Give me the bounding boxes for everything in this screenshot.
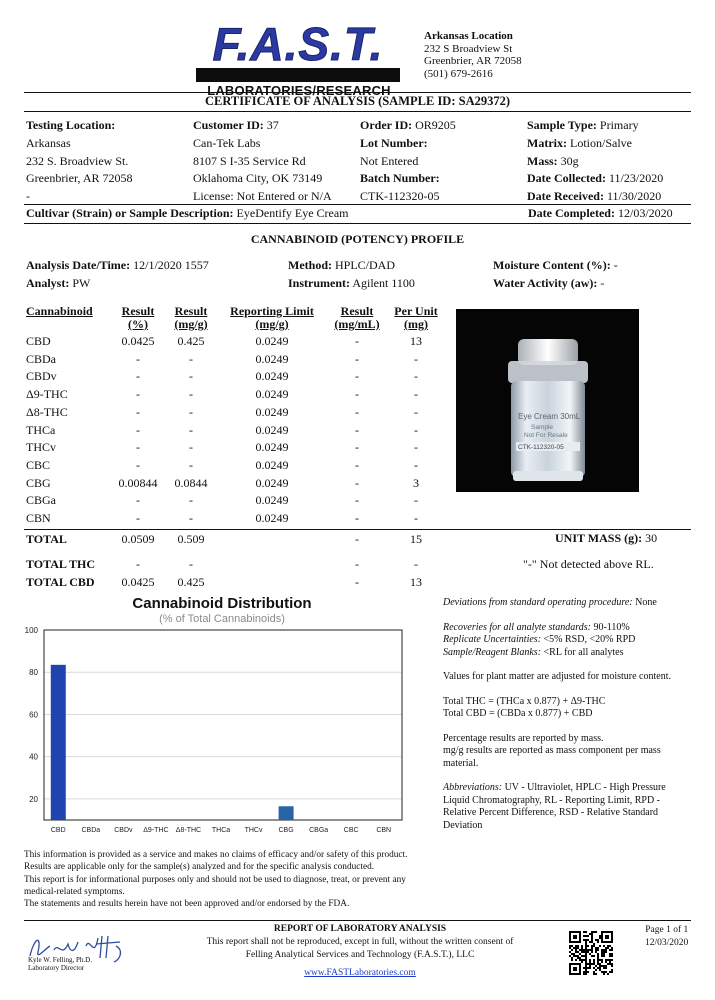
table-cell: Δ9-THC	[26, 387, 68, 402]
unit-mass-line	[555, 531, 657, 546]
chart-subtitle: (% of Total Cannabinoids)	[159, 613, 285, 625]
table-cell: -	[136, 369, 140, 384]
table-cell: -	[189, 422, 193, 437]
table-cell: 15	[410, 532, 422, 546]
table-cell: -	[189, 493, 193, 508]
page-number-block	[645, 924, 688, 949]
table-cell: 0.0425	[121, 575, 155, 589]
analyst: PW	[72, 275, 91, 290]
table-cell: CBDa	[26, 351, 56, 366]
table-cell: -	[414, 369, 418, 384]
mass: 30g	[560, 153, 579, 168]
analysis-meta	[26, 257, 209, 292]
table-cell: 0.0425	[121, 334, 155, 348]
table-cell: 0.425	[177, 575, 205, 589]
y-tick-label: 20	[29, 794, 38, 804]
notes-column	[443, 597, 693, 842]
table-cell: -	[355, 511, 359, 525]
customer-id: 37	[266, 118, 279, 132]
table-cell: CBDv	[26, 369, 57, 384]
divider	[24, 223, 691, 224]
table-cell: -	[355, 475, 359, 490]
matrix-label: Matrix:	[527, 135, 567, 150]
instrument-label: Instrument:	[288, 275, 350, 290]
date-collected: 11/23/2020	[608, 171, 664, 186]
table-cell: 0.0249	[255, 387, 289, 402]
table-cell: -	[414, 422, 418, 437]
table-cell: -	[355, 422, 359, 437]
customer-line: License: Not Entered or N/A	[193, 189, 332, 204]
signer-title: Laboratory Director	[28, 964, 85, 972]
divider	[24, 920, 691, 921]
jar-label-line: CTK-112320-05	[518, 444, 564, 451]
water-activity-label: Water Activity (aw):	[493, 275, 598, 290]
disclaimer-line: Results are applicable only for the sample(s) analyzed and for the specific analysis conducted.	[24, 862, 375, 873]
lab-logo	[196, 20, 400, 98]
table-cell: -	[136, 457, 140, 472]
reporting-notes: Percentage results are reported by mass. mg/g results are reported as mass component per mass material.	[443, 732, 661, 769]
sample-type-label: Sample Type:	[527, 118, 597, 132]
x-tick-label: Δ9-THC	[143, 827, 169, 834]
table-row	[26, 352, 446, 370]
x-tick-label: CBDa	[81, 827, 101, 834]
sample-jar-image	[456, 309, 639, 492]
date-completed: 12/03/2020	[617, 206, 673, 220]
table-row	[26, 405, 446, 423]
table-cell: 0.509	[177, 532, 205, 546]
analyst-label: Analyst:	[26, 275, 70, 290]
divider	[24, 529, 691, 530]
table-cell: -	[136, 404, 140, 419]
col-header-result-mgml: Result (mg/mL)	[334, 304, 380, 331]
jar-label-line: Eye Cream 30mL	[518, 412, 581, 421]
y-tick-label: 40	[29, 752, 38, 762]
table-cell: 0.0249	[255, 351, 289, 366]
divider	[24, 111, 691, 112]
qr-code-icon[interactable]	[568, 930, 614, 976]
date-completed-line	[528, 206, 673, 221]
batch-number: CTK-112320-05	[360, 189, 440, 204]
customer-line: Can-Tek Labs	[193, 135, 261, 150]
sample-type: Primary	[599, 118, 639, 132]
cannabinoid-distribution-chart	[20, 624, 420, 842]
table-cell: -	[414, 440, 418, 455]
table-cell: -	[136, 493, 140, 508]
table-cell: -	[189, 440, 193, 455]
table-cell: -	[189, 511, 193, 525]
table-cell: -	[414, 457, 418, 472]
table-cell: -	[355, 351, 359, 366]
batch-number-label: Batch Number:	[360, 171, 440, 186]
qc-notes: Recoveries for all analyte standards: 90-110% Replicate Uncertainties: <5% RSD, <20% RPD Sample/Reagent Blanks: <RL for all analytes	[443, 621, 636, 658]
table-cell: CBD	[26, 334, 51, 348]
table-cell: 0.0249	[255, 475, 289, 490]
x-tick-label: CBC	[343, 827, 359, 834]
order-block	[360, 117, 456, 206]
table-cell: CBN	[26, 511, 51, 525]
mass-label: Mass:	[527, 153, 558, 168]
table-cell: CBG	[26, 475, 51, 490]
table-cell: CBGa	[26, 493, 56, 508]
table-cell: 0.425	[177, 334, 205, 348]
customer-line: 8107 S I-35 Service Rd	[193, 153, 306, 168]
table-cell: -	[414, 511, 418, 525]
table-cell: 0.0249	[255, 334, 289, 348]
cultivar-label: Cultivar (Strain) or Sample Description:	[26, 206, 234, 220]
table-row	[26, 458, 446, 476]
chart-bar	[279, 806, 294, 820]
method: HPLC/DAD	[335, 258, 396, 272]
unit-mass-label: UNIT MASS (g):	[555, 531, 643, 545]
moisture-label: Moisture Content (%):	[493, 258, 611, 272]
page-number: Page 1 of 1	[645, 925, 689, 935]
abbreviations-note: Abbreviations: UV - Ultraviolet, HPLC - High Pressure Liquid Chromatography, RL - Reporting Limit, RPD - Relative Percent Difference, RSD - Relative Standard Deviation	[443, 782, 666, 831]
table-cell: CBC	[26, 457, 51, 472]
table-cell: -	[136, 511, 140, 525]
total-row	[26, 532, 446, 550]
col-header-result-pct: Result (%)	[121, 304, 155, 331]
testing-location-block	[26, 117, 133, 206]
total-row	[26, 557, 446, 575]
table-cell: 0.0509	[121, 532, 155, 546]
table-cell: -	[136, 440, 140, 455]
table-cell: 0.0249	[255, 457, 289, 472]
chart-bar	[51, 665, 66, 820]
table-cell: -	[189, 404, 193, 419]
formula-notes: Total THC = (THCa x 0.877) + Δ9-THC Total CBD = (CBDa x 0.877) + CBD	[443, 695, 606, 719]
analysis-datetime: 12/1/2020 1557	[133, 258, 209, 272]
moisture-note: Values for plant matter are adjusted for moisture content.	[443, 671, 671, 682]
table-cell: 0.0844	[174, 475, 208, 490]
table-row	[26, 369, 446, 387]
table-cell: -	[189, 369, 193, 384]
plot-frame	[44, 630, 402, 820]
logo-subtitle: LABORATORIES/RESEARCH	[207, 83, 391, 98]
table-cell: 0.0249	[255, 404, 289, 419]
table-row	[26, 511, 446, 529]
table-cell: 0.0249	[255, 422, 289, 437]
table-cell: -	[414, 404, 418, 419]
col-header-result-mgg: Result (mg/g)	[174, 304, 208, 331]
disclaimer-line: This report is for informational purposes only and should not be used to diagnose, treat, or prevent any medical-related symptoms.	[24, 874, 406, 897]
sample-photo	[456, 309, 639, 492]
logo-text: F.A.S.T.	[212, 20, 384, 64]
table-cell: -	[414, 557, 418, 571]
cultivar-line	[26, 206, 349, 221]
divider	[24, 204, 691, 205]
table-cell: -	[355, 493, 359, 508]
table-row	[26, 440, 446, 458]
table-cell: -	[355, 532, 359, 546]
table-cell: -	[136, 557, 140, 571]
divider	[24, 92, 691, 93]
table-cell: 0.0249	[255, 511, 289, 525]
table-cell: 3	[413, 475, 419, 490]
x-tick-label: CBN	[376, 827, 392, 834]
testing-location-line: Arkansas	[26, 135, 71, 150]
table-cell: 13	[410, 575, 422, 589]
table-cell: -	[355, 404, 359, 419]
x-tick-label: Δ8-THC	[175, 827, 202, 834]
sample-block	[527, 117, 663, 206]
table-cell: -	[189, 557, 193, 571]
y-tick-label: 80	[29, 668, 38, 678]
order-id: OR9205	[415, 118, 456, 132]
method-label: Method:	[288, 258, 332, 272]
testing-location-label: Testing Location:	[26, 118, 116, 132]
method-meta	[288, 257, 415, 292]
table-cell: -	[355, 457, 359, 472]
table-cell: -	[355, 575, 359, 589]
table-cell: -	[136, 422, 140, 437]
logo-letters-graphic	[196, 20, 400, 64]
instrument: Agilent 1100	[352, 275, 415, 290]
table-cell: TOTAL	[26, 532, 67, 546]
y-tick-label: 60	[29, 710, 38, 720]
col-header-per-unit: Per Unit (mg)	[394, 304, 438, 331]
table-row	[26, 476, 446, 494]
jar-label-line: Sample	[531, 424, 554, 431]
lot-number-label: Lot Number:	[360, 135, 428, 150]
order-id-label: Order ID:	[360, 118, 413, 132]
col-header-reporting-limit: Reporting Limit (mg/g)	[230, 304, 314, 331]
disclaimer-line: The statements and results herein have not been approved and/or endorsed by the FDA.	[24, 899, 350, 910]
table-cell: -	[414, 387, 418, 402]
table-row	[26, 423, 446, 441]
table-cell: THCv	[26, 440, 56, 455]
table-cell: 0.00844	[118, 475, 158, 490]
date-collected-label: Date Collected:	[527, 171, 606, 186]
testing-location-line: -	[26, 189, 30, 204]
matrix: Lotion/Salve	[569, 135, 632, 150]
customer-line: Oklahoma City, OK 73149	[193, 171, 323, 186]
customer-id-label: Customer ID:	[193, 118, 264, 132]
not-detected-note: "-" Not detected above RL.	[523, 557, 654, 571]
table-cell: -	[414, 493, 418, 508]
table-cell: Δ8-THC	[26, 404, 68, 419]
cultivar-value: EyeDentify Eye Cream	[236, 206, 349, 220]
table-cell: 13	[410, 334, 422, 348]
y-tick-label: 100	[24, 626, 38, 635]
moisture: -	[613, 258, 618, 272]
table-row	[26, 334, 446, 352]
x-tick-label: CBD	[50, 827, 66, 834]
footer-text: This report shall not be reproduced, except in full, without the written consent of Felling Analytical Services and Technology (F.A.S.T.), LLC	[206, 937, 514, 960]
x-tick-label: CBGa	[309, 827, 329, 834]
logo-bar	[196, 68, 400, 82]
x-tick-label: THCv	[244, 827, 263, 834]
table-cell: -	[136, 351, 140, 366]
location-line: (501) 679-2616	[424, 67, 493, 80]
testing-location-line: Greenbrier, AR 72058	[26, 171, 133, 186]
lab-location	[424, 30, 522, 80]
testing-location-line: 232 S. Broadview St.	[26, 153, 129, 168]
total-row	[26, 575, 446, 593]
moisture-meta	[493, 257, 618, 292]
col-header-cannabinoid: Cannabinoid	[26, 304, 93, 318]
profile-title: CANNABINOID (POTENCY) PROFILE	[250, 232, 465, 246]
x-tick-label: CBDv	[114, 827, 133, 834]
table-cell: -	[355, 369, 359, 384]
certificate-title: CERTIFICATE OF ANALYSIS (SAMPLE ID: SA29372)	[204, 94, 511, 108]
table-cell: -	[414, 351, 418, 366]
water-activity: -	[600, 275, 605, 290]
jar-label-line: Not For Resale	[524, 432, 568, 439]
disclaimer	[24, 849, 429, 910]
disclaimer-line: This information is provided as a service and makes no claims of efficacy and/or safety of this product.	[24, 850, 408, 860]
table-cell: TOTAL CBD	[26, 575, 95, 589]
table-cell: 0.0249	[255, 493, 289, 508]
table-cell: -	[189, 351, 193, 366]
location-title: Arkansas Location	[424, 30, 513, 42]
location-line: Greenbrier, AR 72058	[424, 55, 522, 67]
table-cell: -	[189, 457, 193, 472]
analysis-datetime-label: Analysis Date/Time:	[26, 258, 131, 272]
date-completed-label: Date Completed:	[528, 206, 615, 220]
table-row	[26, 493, 446, 511]
location-line: 232 S Broadview St	[424, 42, 513, 55]
unit-mass: 30	[645, 531, 658, 545]
table-cell: -	[189, 387, 193, 402]
table-row	[26, 387, 446, 405]
table-cell: -	[355, 387, 359, 402]
customer-block	[193, 117, 332, 206]
x-tick-label: THCa	[211, 827, 231, 834]
table-cell: -	[136, 387, 140, 402]
table-cell: TOTAL THC	[26, 557, 96, 571]
x-tick-label: CBG	[278, 827, 294, 834]
table-cell: THCa	[26, 422, 56, 437]
table-cell: -	[355, 440, 359, 455]
footer-title: REPORT OF LABORATORY ANALYSIS	[273, 924, 447, 934]
signer-block	[28, 956, 92, 972]
lot-number: Not Entered	[360, 153, 419, 168]
deviations-note: Deviations from standard operating procedure: None	[443, 597, 657, 608]
report-date: 12/03/2020	[645, 937, 689, 948]
table-cell: -	[355, 557, 359, 571]
signer-name: Kyle W. Felling, Ph.D.	[28, 956, 92, 964]
table-cell: -	[355, 334, 359, 348]
table-cell: 0.0249	[255, 440, 289, 455]
table-cell: 0.0249	[255, 369, 289, 384]
date-received-label: Date Received:	[527, 189, 604, 204]
chart-title: Cannabinoid Distribution	[132, 595, 312, 612]
website-link[interactable]: www.FASTLaboratories.com	[304, 968, 416, 978]
date-received: 11/30/2020	[606, 189, 662, 204]
